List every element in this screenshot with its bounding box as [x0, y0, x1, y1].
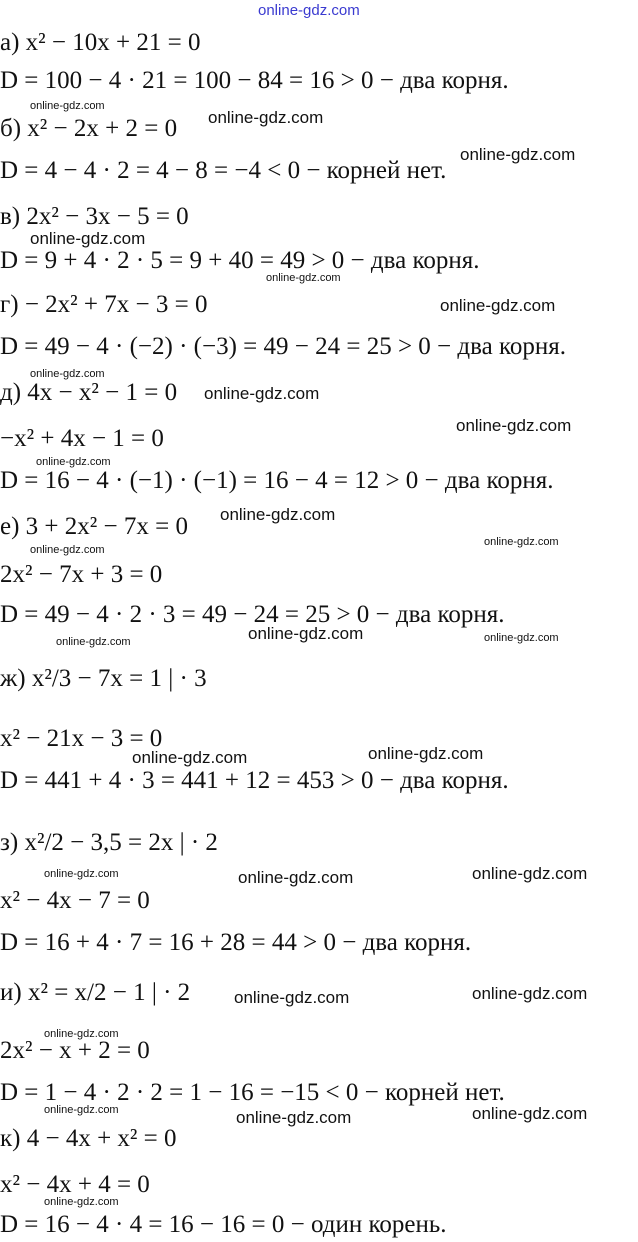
- math-line: D = 49 − 4 · (−2) · (−3) = 49 − 24 = 25 > 0 − два корня.: [0, 333, 566, 360]
- math-line: д) 4x − x² − 1 = 0: [0, 379, 178, 406]
- watermark: online-gdz.com: [220, 505, 336, 524]
- watermark: online-gdz.com: [248, 624, 364, 643]
- watermark: online-gdz.com: [236, 1108, 352, 1127]
- math-line: и) x² = x/2 − 1 | · 2: [0, 979, 191, 1006]
- watermark: online-gdz.com: [36, 456, 111, 468]
- math-line: x² − 4x − 7 = 0: [0, 887, 150, 914]
- math-line: D = 4 − 4 · 2 = 4 − 8 = −4 < 0 − корней нет.: [0, 157, 447, 184]
- watermark: online-gdz.com: [132, 748, 248, 767]
- watermark: online-gdz.com: [460, 145, 576, 164]
- math-line: а) x² − 10x + 21 = 0: [0, 29, 201, 56]
- watermark: online-gdz.com: [30, 368, 105, 380]
- math-line: D = 1 − 4 · 2 · 2 = 1 − 16 = −15 < 0 − корней нет.: [0, 1079, 505, 1106]
- math-line: D = 16 − 4 · (−1) · (−1) = 16 − 4 = 12 > 0 − два корня.: [0, 467, 554, 494]
- watermark: online-gdz.com: [456, 416, 572, 435]
- watermark: online-gdz.com: [30, 544, 105, 556]
- watermark: online-gdz.com: [208, 108, 324, 127]
- math-line: в) 2x² − 3x − 5 = 0: [0, 203, 189, 230]
- watermark: online-gdz.com: [266, 272, 341, 284]
- math-line: ж) x²/3 − 7x = 1 | · 3: [0, 665, 207, 692]
- watermark: online-gdz.com: [30, 229, 146, 248]
- watermark: online-gdz.com: [234, 988, 350, 1007]
- math-line: D = 49 − 4 · 2 · 3 = 49 − 24 = 25 > 0 − два корня.: [0, 601, 505, 628]
- math-line: г) − 2x² + 7x − 3 = 0: [0, 291, 208, 318]
- math-line: 2x² − x + 2 = 0: [0, 1037, 150, 1064]
- watermark: online-gdz.com: [56, 636, 131, 648]
- watermark: online-gdz.com: [484, 536, 559, 548]
- math-line: D = 16 + 4 · 7 = 16 + 28 = 44 > 0 − два корня.: [0, 929, 472, 956]
- watermark: online-gdz.com: [440, 296, 556, 315]
- math-line: D = 16 − 4 · 4 = 16 − 16 = 0 − один корень.: [0, 1211, 447, 1238]
- watermark: online-gdz.com: [44, 1196, 119, 1208]
- watermark: online-gdz.com: [44, 1104, 119, 1116]
- top-watermark: online-gdz.com: [258, 2, 360, 19]
- math-line: x² − 21x − 3 = 0: [0, 725, 163, 752]
- watermark: online-gdz.com: [484, 632, 559, 644]
- watermark: online-gdz.com: [472, 864, 588, 883]
- math-line: к) 4 − 4x + x² = 0: [0, 1125, 177, 1152]
- math-line: D = 9 + 4 · 2 · 5 = 9 + 40 = 49 > 0 − два корня.: [0, 247, 480, 274]
- watermark: online-gdz.com: [238, 868, 354, 887]
- math-line: D = 441 + 4 · 3 = 441 + 12 = 453 > 0 − два корня.: [0, 767, 509, 794]
- math-line: D = 100 − 4 · 21 = 100 − 84 = 16 > 0 − два корня.: [0, 67, 509, 94]
- watermark: online-gdz.com: [30, 100, 105, 112]
- watermark: online-gdz.com: [472, 984, 588, 1003]
- watermark: online-gdz.com: [368, 744, 484, 763]
- math-line: x² − 4x + 4 = 0: [0, 1171, 150, 1198]
- watermark: online-gdz.com: [204, 384, 320, 403]
- math-line: б) x² − 2x + 2 = 0: [0, 115, 178, 142]
- math-line: −x² + 4x − 1 = 0: [0, 425, 164, 452]
- math-line: з) x²/2 − 3,5 = 2x | · 2: [0, 829, 218, 856]
- math-line: е) 3 + 2x² − 7x = 0: [0, 513, 188, 540]
- watermark: online-gdz.com: [44, 868, 119, 880]
- watermark: online-gdz.com: [472, 1104, 588, 1123]
- watermark: online-gdz.com: [44, 1028, 119, 1040]
- math-line: 2x² − 7x + 3 = 0: [0, 561, 163, 588]
